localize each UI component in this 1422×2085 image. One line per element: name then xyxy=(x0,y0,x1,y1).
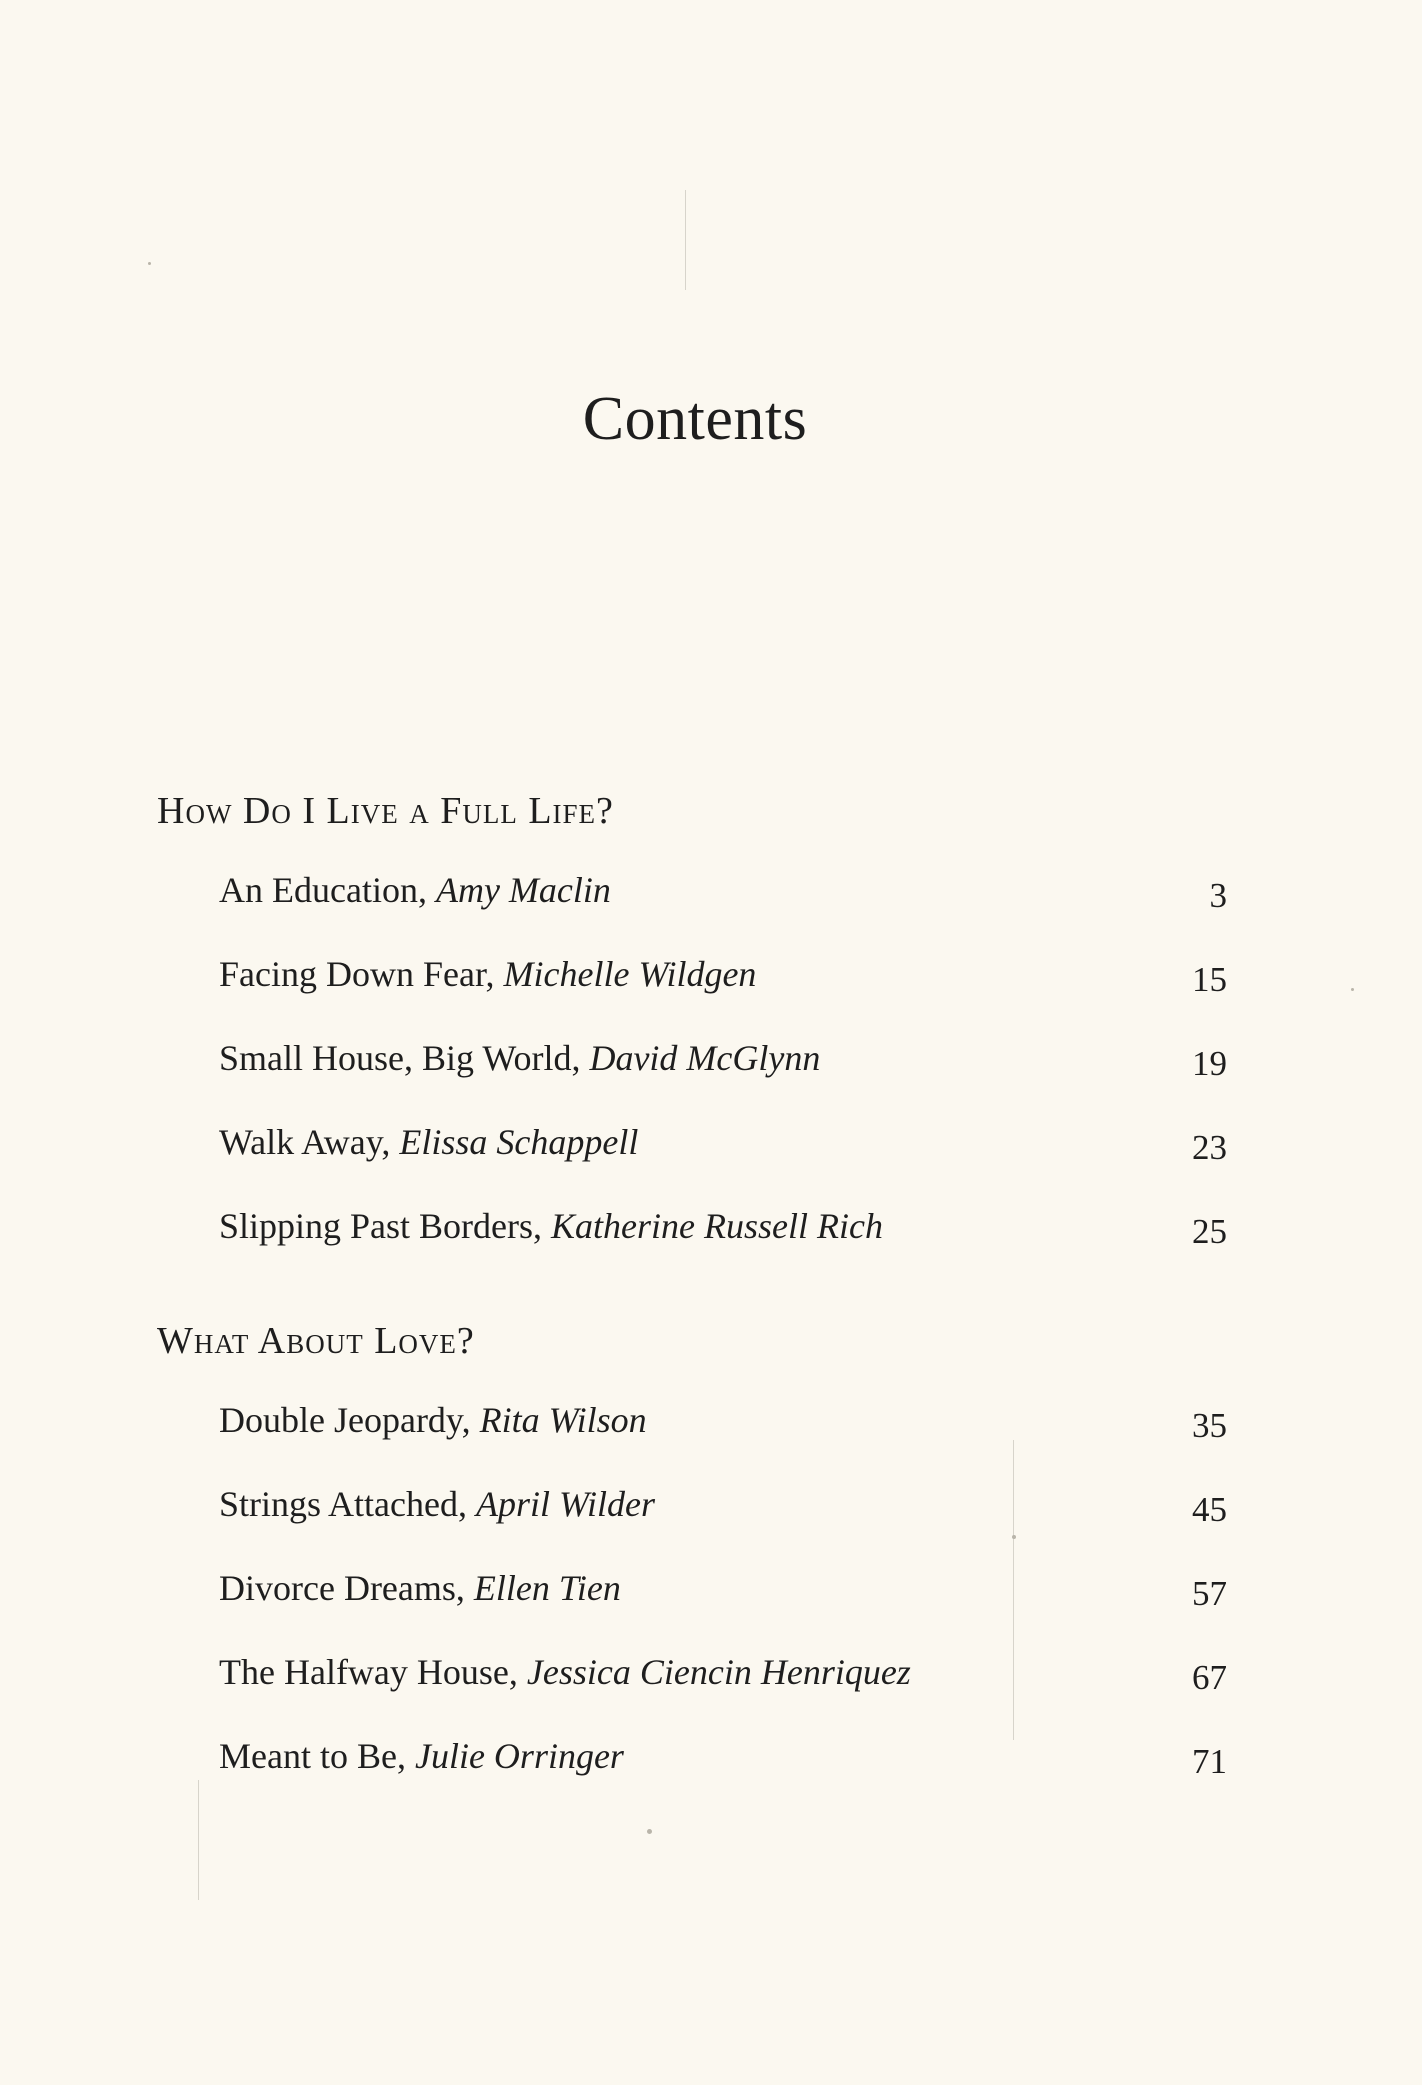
entry-author: Elissa Schappell xyxy=(399,1122,639,1162)
entry-page-number: 45 xyxy=(1192,1490,1227,1529)
entry-author: Amy Maclin xyxy=(435,870,611,910)
entry-page-number: 3 xyxy=(1209,876,1227,915)
entry-page-number: 15 xyxy=(1192,960,1227,999)
toc-section xyxy=(157,784,1227,1283)
toc-entry[interactable] xyxy=(157,1031,1227,1115)
entry-page-number: 35 xyxy=(1192,1406,1227,1445)
entry-author: Jessica Ciencin Henriquez xyxy=(526,1652,911,1692)
paper-speck xyxy=(647,1829,652,1834)
entry-label xyxy=(219,1115,638,1169)
entry-author: Julie Orringer xyxy=(414,1736,624,1776)
entry-author: Ellen Tien xyxy=(473,1568,621,1608)
entry-author: Michelle Wildgen xyxy=(503,954,757,994)
toc-entry[interactable] xyxy=(157,863,1227,947)
entry-label xyxy=(219,863,611,917)
entry-label xyxy=(219,1477,655,1531)
entry-author: Rita Wilson xyxy=(479,1400,647,1440)
entry-author: David McGlynn xyxy=(589,1038,821,1078)
toc-entry[interactable] xyxy=(157,1561,1227,1645)
entry-title: Slipping Past Borders, xyxy=(219,1206,552,1246)
page-title: Contents xyxy=(582,385,808,453)
toc-entry[interactable] xyxy=(157,1645,1227,1729)
entry-title: Walk Away, xyxy=(219,1122,400,1162)
entry-page-number: 57 xyxy=(1192,1574,1227,1613)
toc-entry[interactable] xyxy=(157,1115,1227,1199)
entry-title: Meant to Be, xyxy=(219,1736,415,1776)
entry-label xyxy=(219,1645,911,1699)
entry-page-number: 19 xyxy=(1192,1044,1227,1083)
entry-title: The Halfway House, xyxy=(219,1652,527,1692)
paper-speck xyxy=(1351,988,1354,991)
entry-label xyxy=(219,1199,883,1253)
entry-label xyxy=(219,1031,820,1085)
entry-label xyxy=(219,1393,647,1447)
toc-entry[interactable] xyxy=(157,1477,1227,1561)
toc-entry[interactable] xyxy=(157,1199,1227,1283)
entry-label xyxy=(219,947,756,1001)
paper-crease xyxy=(685,190,686,290)
entry-title: Facing Down Fear, xyxy=(219,954,504,994)
entry-title: Double Jeopardy, xyxy=(219,1400,480,1440)
entry-author: Katherine Russell Rich xyxy=(551,1206,883,1246)
toc-entry[interactable] xyxy=(157,1393,1227,1477)
entry-title: Divorce Dreams, xyxy=(219,1568,474,1608)
entry-label xyxy=(219,1561,621,1615)
entry-page-number: 23 xyxy=(1192,1128,1227,1167)
entry-page-number: 25 xyxy=(1192,1212,1227,1251)
entry-author: April Wilder xyxy=(475,1484,655,1524)
entry-page-number: 67 xyxy=(1192,1658,1227,1697)
entry-title: An Education, xyxy=(219,870,436,910)
entry-page-number: 71 xyxy=(1192,1742,1227,1781)
section-heading: What About Love? xyxy=(157,1320,475,1362)
paper-speck xyxy=(148,262,151,265)
entry-label xyxy=(219,1729,624,1783)
entry-title: Strings Attached, xyxy=(219,1484,476,1524)
section-heading: How Do I Live a Full Life? xyxy=(157,790,614,832)
toc-entry[interactable] xyxy=(157,947,1227,1031)
entry-title: Small House, Big World, xyxy=(219,1038,590,1078)
toc-entry[interactable] xyxy=(157,1729,1227,1813)
toc-section xyxy=(157,1314,1227,1813)
